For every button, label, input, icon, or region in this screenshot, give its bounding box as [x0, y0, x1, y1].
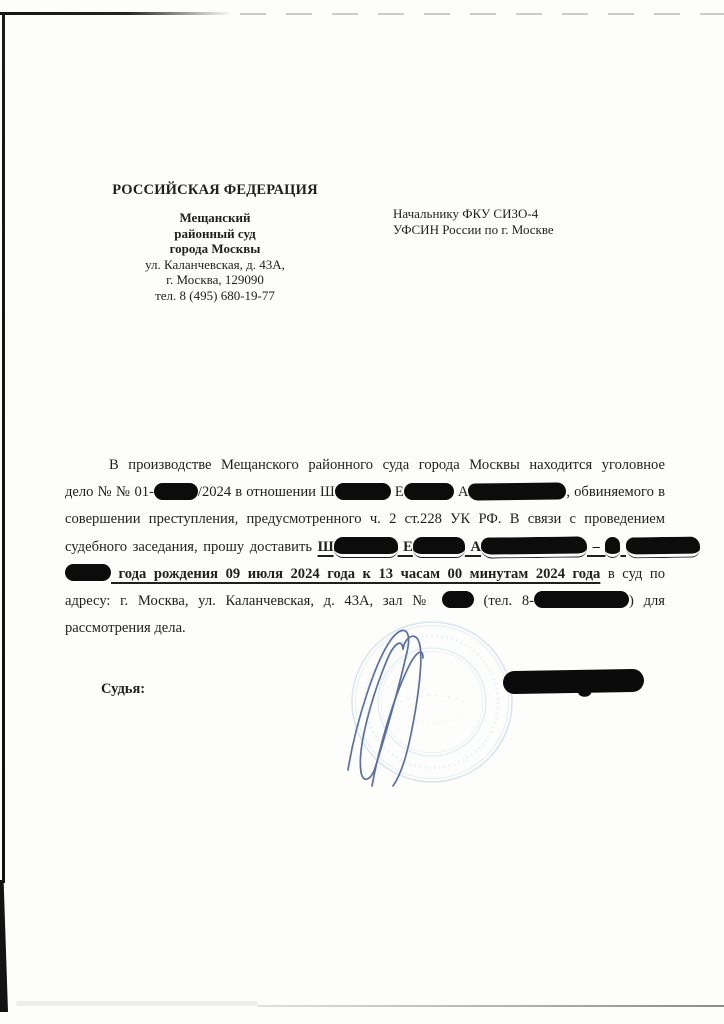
body-text-segment: А — [464, 538, 482, 555]
court-address-line: г. Москва, 129090 — [166, 272, 264, 288]
body-line — [65, 534, 700, 561]
body-line — [65, 506, 665, 533]
redaction-bar — [334, 537, 398, 558]
court-address-line: ул. Каланчевская, д. 43А, — [145, 256, 285, 272]
court-name-line: города Москвы — [169, 241, 261, 257]
body-text-segment: (тел. 8- — [473, 592, 535, 609]
judge-label: Судья: — [101, 681, 146, 697]
redaction-bar — [65, 564, 111, 581]
body-text-segment: адресу: г. Москва, ул. Каланчевская, д. 43А, зал № — [65, 592, 442, 609]
redaction-bar — [335, 483, 391, 500]
scan-edge-bottom-faint — [16, 1001, 258, 1006]
redaction-bar — [534, 591, 629, 608]
body-text-segment: Ш — [317, 538, 334, 555]
body-line — [65, 452, 665, 479]
body-text-segment: совершении преступления, предусмотренного ч. 2 ст.228 УК РФ. В связи с проведением — [65, 511, 665, 528]
country-header: РОССИЙСКАЯ ФЕДЕРАЦИЯ — [112, 182, 318, 198]
body-text-segment: в суд по — [600, 565, 666, 582]
redaction-bar — [404, 483, 454, 500]
body-text-segment: В производстве Мещанского районного суда города Москвы находится уголовное — [109, 457, 665, 473]
body-text-segment: Е — [397, 538, 413, 555]
body-text-segment: – — [587, 538, 606, 555]
recipient-line: УФСИН России по г. Москве — [393, 221, 554, 237]
redaction-bar — [481, 537, 587, 559]
redaction-bar — [413, 537, 465, 558]
court-name-line: Мещанский — [179, 210, 251, 225]
body-text-segment: ) для — [629, 592, 665, 609]
stamp-and-signature — [330, 608, 540, 813]
body-text-segment: /2024 в отношении Ш — [197, 484, 335, 501]
court-name-line: районный суд — [174, 225, 256, 241]
court-stamp-icon — [352, 622, 512, 782]
scan-edge-top — [0, 12, 232, 15]
body-text-segment: судебного заседания, прошу доставить — [65, 538, 318, 555]
court-phone-line: тел. 8 (495) 680-19-77 — [155, 287, 275, 303]
court-letterhead — [105, 210, 325, 304]
redaction-bar — [626, 537, 700, 558]
recipient-block — [393, 206, 554, 237]
body-text-segment: А — [453, 484, 469, 501]
body-text-segment: рассмотрения дела. — [65, 620, 186, 637]
body-line — [65, 479, 665, 506]
redaction-bar — [605, 537, 620, 558]
redaction-bar — [442, 591, 474, 608]
scan-edge-bottom — [258, 1005, 724, 1007]
body-text-segment: , обвиняемого в — [566, 484, 665, 501]
body-text-segment: дело № № 01- — [65, 484, 154, 501]
scan-edge-left — [2, 13, 5, 883]
redaction-bar — [468, 482, 566, 500]
redaction-bar — [154, 483, 198, 500]
scan-edge-top-faint — [240, 13, 724, 15]
body-line — [65, 561, 665, 588]
scan-edge-left-bottom — [0, 880, 8, 1012]
body-text-segment: года рождения 09 июля 2024 года к 13 часам 00 минутам 2024 года — [111, 565, 601, 582]
judge-name-redaction-bar — [503, 669, 644, 694]
body-text-segment: Е — [390, 484, 404, 501]
recipient-line: Начальнику ФКУ СИЗО-4 — [393, 206, 539, 221]
